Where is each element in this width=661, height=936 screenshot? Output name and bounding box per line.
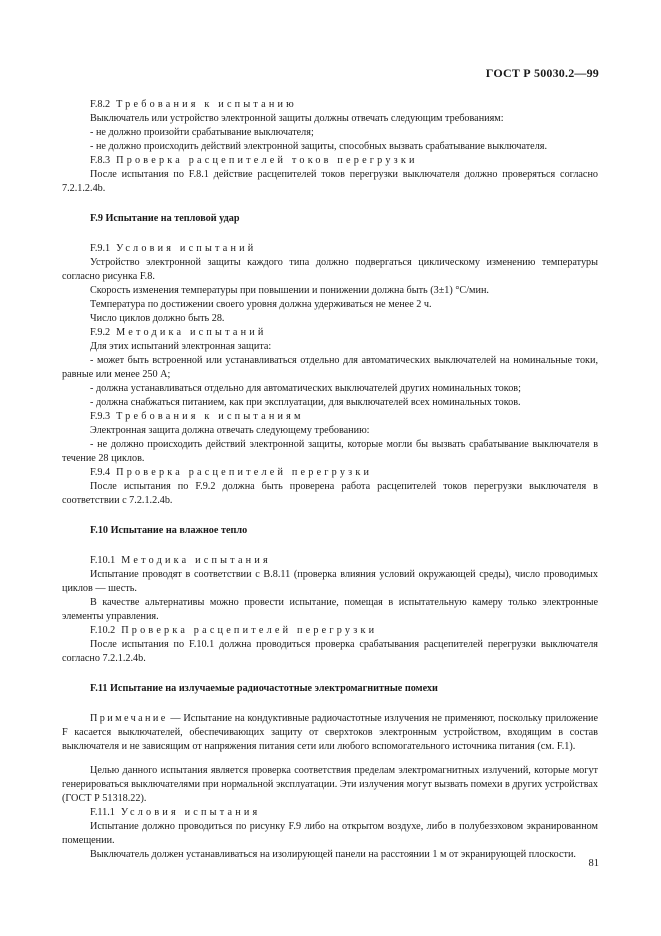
paragraph: Электронная защита должна отвечать следующему требованию: bbox=[90, 425, 370, 436]
paragraph: Для этих испытаний электронная защита: bbox=[90, 341, 272, 352]
page-content bbox=[62, 98, 598, 862]
paragraph: В качестве альтернативы можно провести испытание, помещая в испытательную камеру только электронные элементы управления. bbox=[62, 597, 598, 622]
section-f9-heading: F.9 Испытание на тепловой удар bbox=[90, 213, 240, 224]
section-f91-title: F.9.1 Условия испытаний bbox=[90, 243, 257, 254]
paragraph: - должна снабжаться питанием, как при эксплуатации, для выключателей всех номинальных токов. bbox=[90, 397, 521, 408]
paragraph: - не должно происходить действий электронной защиты, способных вызвать срабатывание выключателя. bbox=[90, 141, 548, 152]
paragraph: - не должно произойти срабатывание выключателя; bbox=[90, 127, 314, 138]
note-text: — Испытание на кондуктивные радиочастотные излучения не применяют, поскольку приложение F касается выключателей, обеспечивающих защиту от сверхтоков электронным устройством, входящим в состав выключателя и не зависящим от напряжения питания сети или любого вспомогательного источника питания (см. F.1). bbox=[62, 713, 598, 752]
section-f111-title: F.11.1 Условия испытания bbox=[90, 807, 261, 818]
paragraph: - может быть встроенной или устанавливаться отдельно для автоматических выключателей на номинальные токи, равные или менее 250 А; bbox=[62, 355, 598, 380]
section-f92-title: F.9.2 Методика испытаний bbox=[90, 327, 267, 338]
section-f82-title: F.8.2 Требования к испытанию bbox=[90, 99, 297, 110]
section-f10-heading: F.10 Испытание на влажное тепло bbox=[90, 525, 248, 536]
section-f102-title: F.10.2 Проверка расцепителей перегрузки bbox=[90, 625, 378, 636]
section-f94-title: F.9.4 Проверка расцепителей перегрузки bbox=[90, 467, 373, 478]
document-code-header: ГОСТ Р 50030.2—99 bbox=[485, 66, 599, 80]
note-paragraph bbox=[62, 712, 598, 754]
section-f83-title: F.8.3 Проверка расцепителей токов перегрузки bbox=[90, 155, 418, 166]
section-f101-title: F.10.1 Методика испытания bbox=[90, 555, 271, 566]
note-label: Примечание bbox=[90, 713, 168, 724]
paragraph: После испытания по F.9.2 должна быть проверена работа расцепителей токов перегрузки выключателя в соответствии с 7.2.1.2.4b. bbox=[62, 481, 598, 506]
page-number: 81 bbox=[588, 858, 599, 869]
paragraph: Устройство электронной защиты каждого типа должно подвергаться циклическому изменению температуры согласно рисунка F.8. bbox=[62, 257, 598, 282]
paragraph: Выключатель должен устанавливаться на изолирующей панели на расстоянии 1 м от экранирующей плоскости. bbox=[90, 849, 576, 860]
paragraph: - не должно происходить действий электронной защиты, которые могли бы вызвать срабатывание выключателя в течение 28 циклов. bbox=[62, 439, 598, 464]
paragraph: После испытания по F.10.1 должна проводиться проверка срабатывания расцепителей перегрузки выключателя согласно 7.2.1.2.4b. bbox=[62, 639, 598, 664]
paragraph: Выключатель или устройство электронной защиты должны отвечать следующим требованиям: bbox=[90, 113, 504, 124]
paragraph: Испытание должно проводиться по рисунку F.9 либо на открытом воздухе, либо в полубезэховом экранированном помещении. bbox=[62, 821, 598, 846]
paragraph: Скорость изменения температуры при повышении и понижении должна быть (3±1) °С/мин. bbox=[90, 285, 489, 296]
section-f11-heading: F.11 Испытание на излучаемые радиочастотные электромагнитные помехи bbox=[90, 683, 438, 694]
paragraph: - должна устанавливаться отдельно для автоматических выключателей других номинальных токов; bbox=[90, 383, 521, 394]
paragraph: Целью данного испытания является проверка соответствия пределам электромагнитных излучений, которые могут генерироваться выключателями при нормальной эксплуатации. Эти излучения могут вызвать помехи в других устройствах (ГОСТ Р 51318.22). bbox=[62, 765, 598, 804]
paragraph: Температура по достижении своего уровня должна удерживаться не менее 2 ч. bbox=[90, 299, 432, 310]
section-f93-title: F.9.3 Требования к испытаниям bbox=[90, 411, 304, 422]
paragraph: Испытание проводят в соответствии с В.8.11 (проверка влияния условий окружающей среды), число проводимых циклов — шесть. bbox=[62, 569, 598, 594]
paragraph: После испытания по F.8.1 действие расцепителей токов перегрузки выключателя должно проверяться согласно 7.2.1.2.4b. bbox=[62, 169, 598, 194]
paragraph: Число циклов должно быть 28. bbox=[90, 313, 225, 324]
